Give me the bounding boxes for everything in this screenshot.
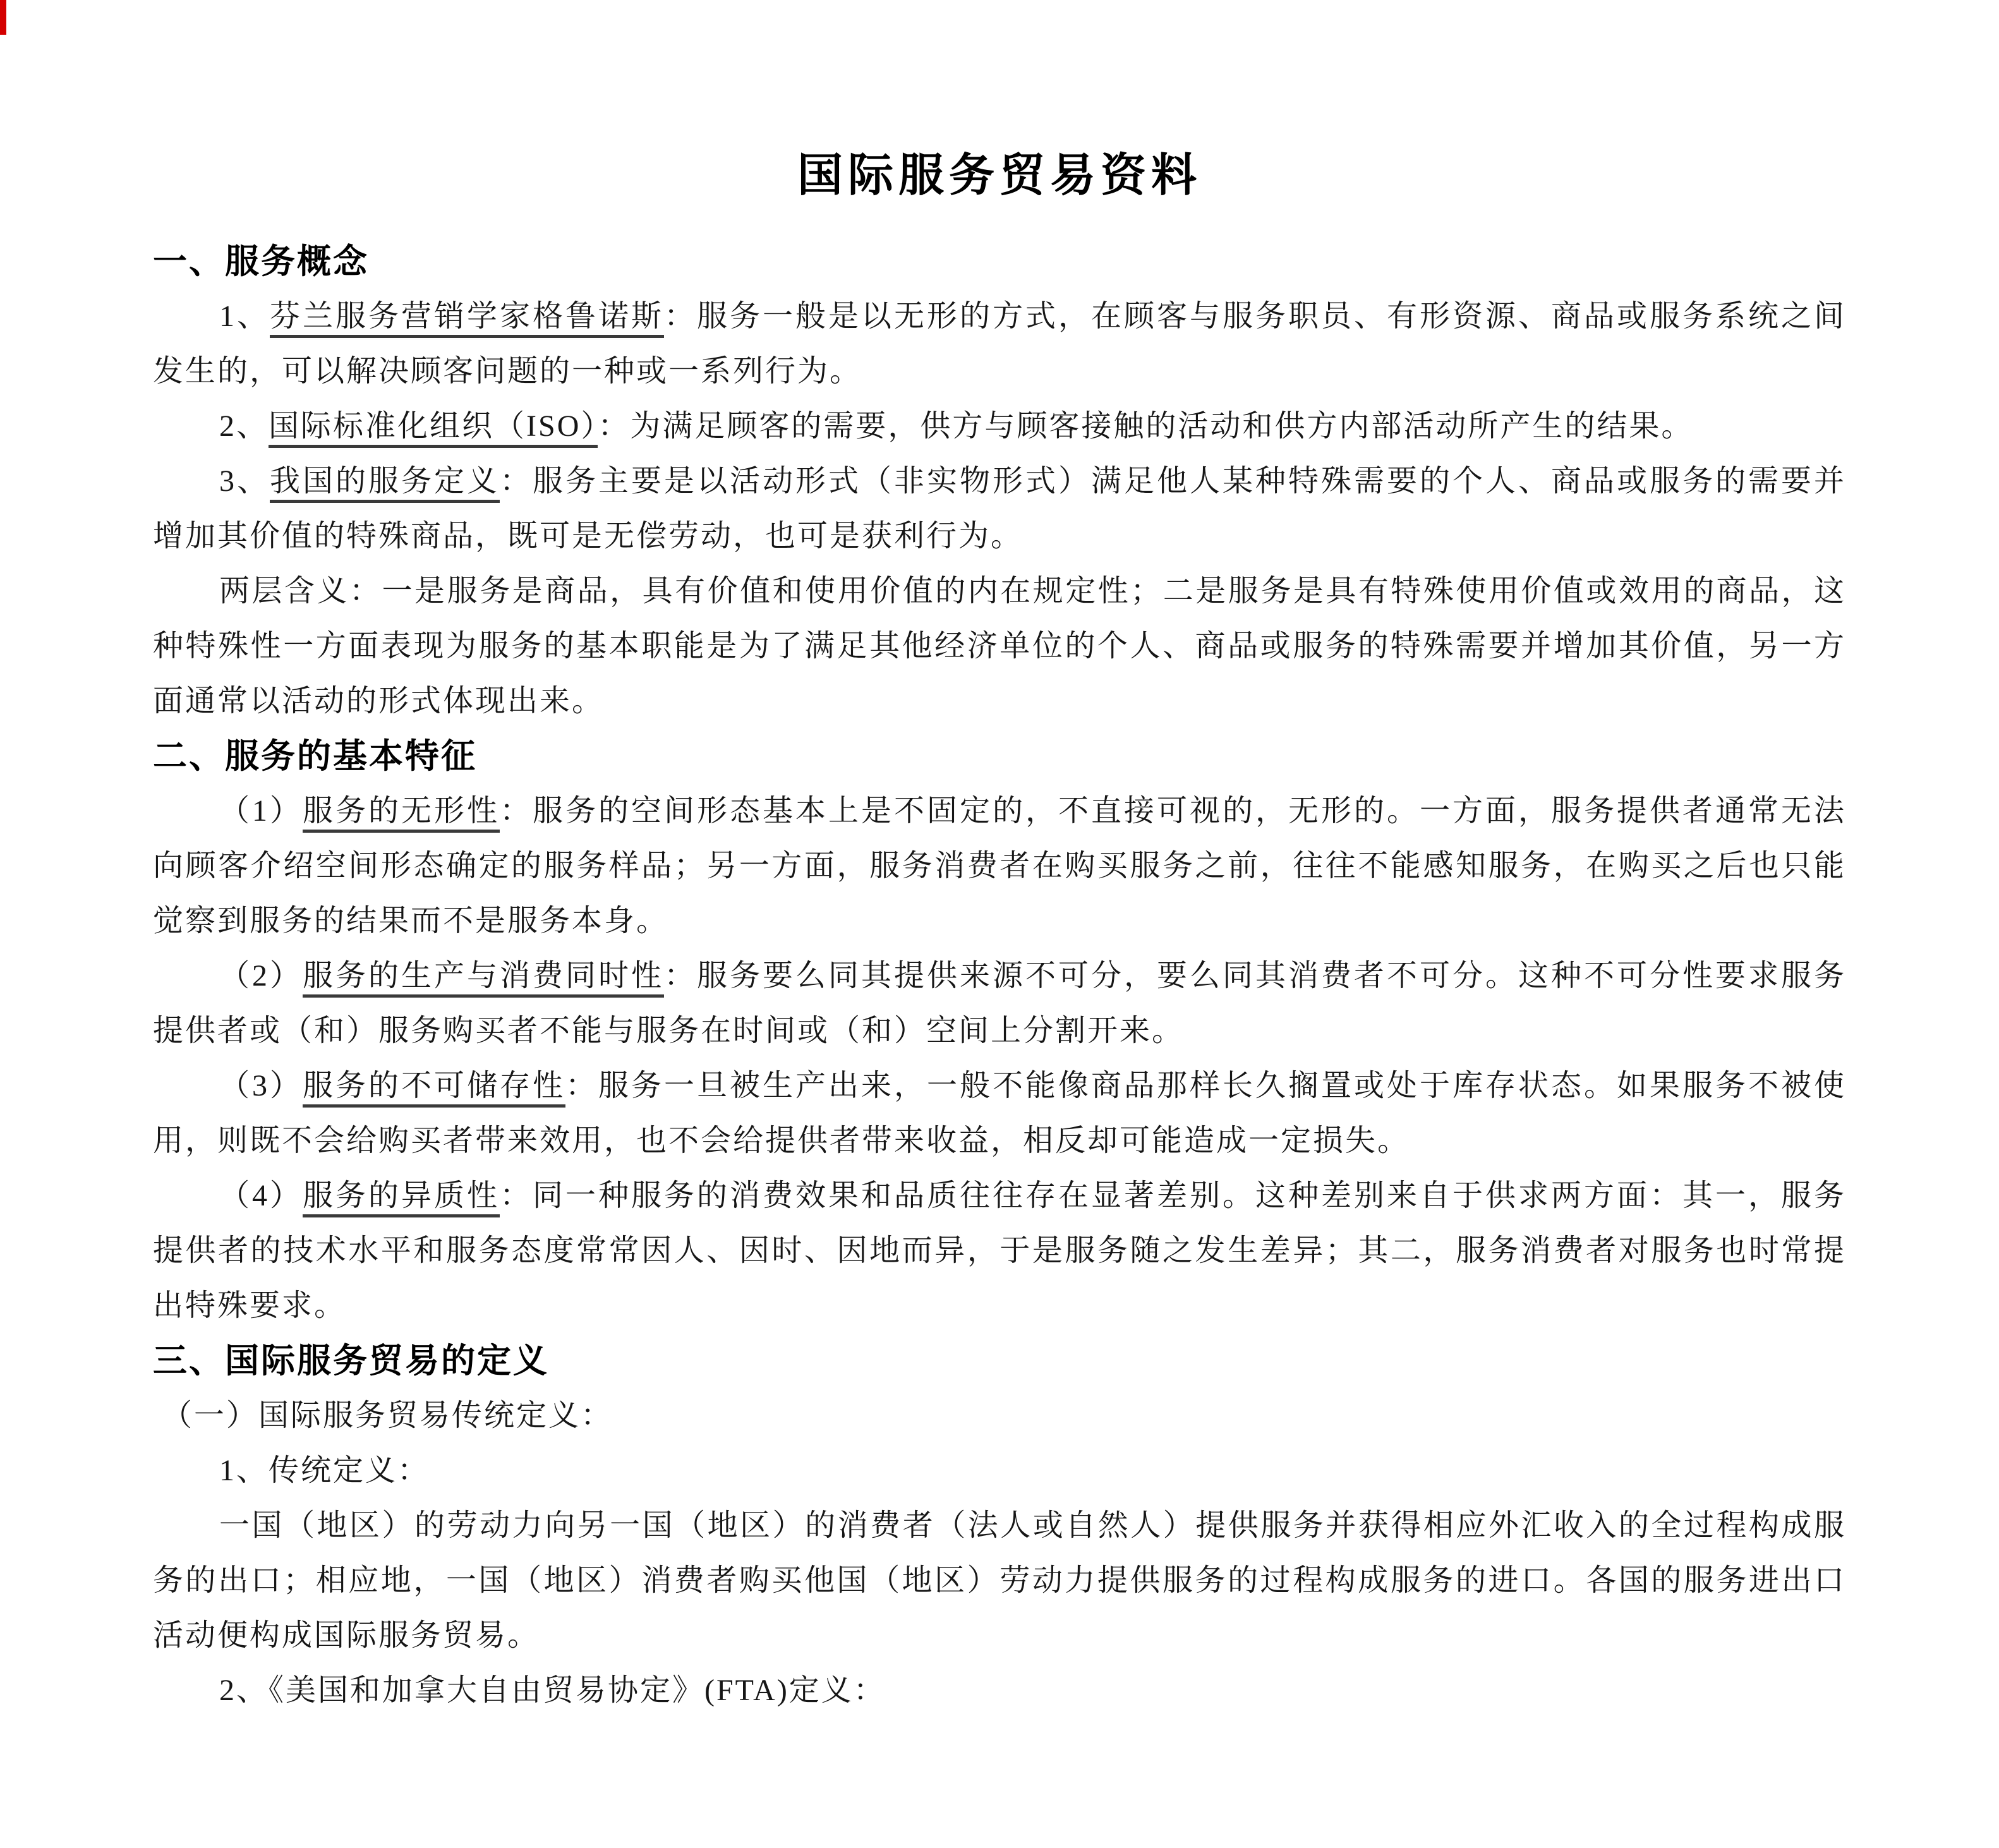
paragraph-text: ：服务一般是以无形的方式，在顾客与服务职员、有形资源、商品或服务系统之间发生的，可以解决顾客问题的一种或一系列行为。 [153, 299, 1846, 388]
paragraph-china-definition [153, 454, 1846, 564]
paragraph-text: 两层含义：一是服务是商品，具有价值和使用价值的内在规定性；二是服务是具有特殊使用价值或效用的商品，这种特殊性一方面表现为服务的基本职能是为了满足其他经济单位的个人、商品或服务的特殊需要并增加其价值，另一方面通常以活动的形式体现出来。 [153, 574, 1846, 718]
list-number: （4） [219, 1179, 303, 1212]
list-number: （3） [219, 1069, 303, 1102]
paragraph-iso-definition [153, 399, 1846, 454]
paragraph-traditional-definition-title [153, 1443, 1846, 1498]
paragraph-feature-simultaneity [153, 948, 1846, 1058]
paragraph-fta-definition-title [153, 1663, 1846, 1718]
paragraph-text: （一）国际服务贸易传统定义： [162, 1399, 613, 1432]
paragraph-text: ：服务的空间形态基本上是不固定的，不直接可视的，无形的。一方面，服务提供者通常无法向顾客介绍空间形态确定的服务样品；另一方面，服务消费者在购买服务之前，往往不能感知服务，在购买之后也只能觉察到服务的结果而不是服务本身。 [153, 794, 1846, 938]
section-heading-trade-definition: 三、国际服务贸易的定义 [153, 1341, 549, 1380]
red-edge-mark [0, 0, 6, 35]
paragraph-feature-intangibility [153, 783, 1846, 948]
list-number: 2、 [219, 409, 269, 443]
paragraph-text: 一国（地区）的劳动力向另一国（地区）的消费者（法人或自然人）提供服务并获得相应外汇收入的全过程构成服务的出口；相应地，一国（地区）消费者购买他国（地区）劳动力提供服务的过程构成服务的进口。各国的服务进出口活动便构成国际服务贸易。 [153, 1509, 1846, 1652]
paragraph-text: 1、传统定义： [219, 1454, 430, 1487]
list-number: 1、 [219, 299, 270, 333]
underlined-term: 服务的异质性 [303, 1179, 500, 1217]
list-number: （2） [219, 959, 303, 993]
underlined-term: 服务的无形性 [303, 794, 500, 833]
document-title: 国际服务贸易资料 [797, 148, 1202, 202]
section-heading-basic-features: 二、服务的基本特征 [153, 736, 477, 776]
section-heading-service-concept: 一、服务概念 [153, 241, 369, 281]
paragraph-finland-definition [153, 289, 1846, 399]
paragraph-text: ：同一种服务的消费效果和品质往往存在显著差别。这种差别来自于供求两方面：其一，服务提供者的技术水平和服务态度常常因人、因时、因地而异，于是服务随之发生差异；其二，服务消费者对服务也时常提出特殊要求。 [153, 1179, 1846, 1322]
list-number: （1） [219, 794, 303, 828]
paragraph-feature-perishability [153, 1058, 1846, 1168]
underlined-term: 我国的服务定义 [270, 464, 500, 503]
paragraph-text: ：为满足顾客的需要，供方与顾客接触的活动和供方内部活动所产生的结果。 [598, 409, 1694, 443]
paragraph-text: ：服务要么同其提供来源不可分，要么同其消费者不可分。这种不可分性要求服务提供者或（和）服务购买者不能与服务在时间或（和）空间上分割开来。 [153, 959, 1846, 1048]
paragraph-text: ：服务一旦被生产出来，一般不能像商品那样长久搁置或处于库存状态。如果服务不被使用，则既不会给购买者带来效用，也不会给提供者带来收益，相反却可能造成一定损失。 [153, 1069, 1846, 1157]
paragraph-traditional-definition-label [153, 1388, 1846, 1443]
underlined-term: 芬兰服务营销学家格鲁诺斯 [270, 299, 664, 338]
underlined-term: 国际标准化组织（ISO） [269, 409, 598, 448]
underlined-term: 服务的生产与消费同时性 [303, 959, 664, 998]
paragraph-traditional-definition-body [153, 1498, 1846, 1663]
underlined-term: 服务的不可储存性 [303, 1069, 565, 1108]
paragraph-two-meanings [153, 564, 1846, 728]
paragraph-feature-heterogeneity [153, 1168, 1846, 1333]
list-number: 3、 [219, 464, 270, 498]
paragraph-text: 2、《美国和加拿大自由贸易协定》(FTA)定义： [219, 1674, 886, 1707]
paragraph-text: ：服务主要是以活动形式（非实物形式）满足他人某种特殊需要的个人、商品或服务的需要并增加其价值的特殊商品，既可是无偿劳动，也可是获利行为。 [153, 464, 1846, 553]
